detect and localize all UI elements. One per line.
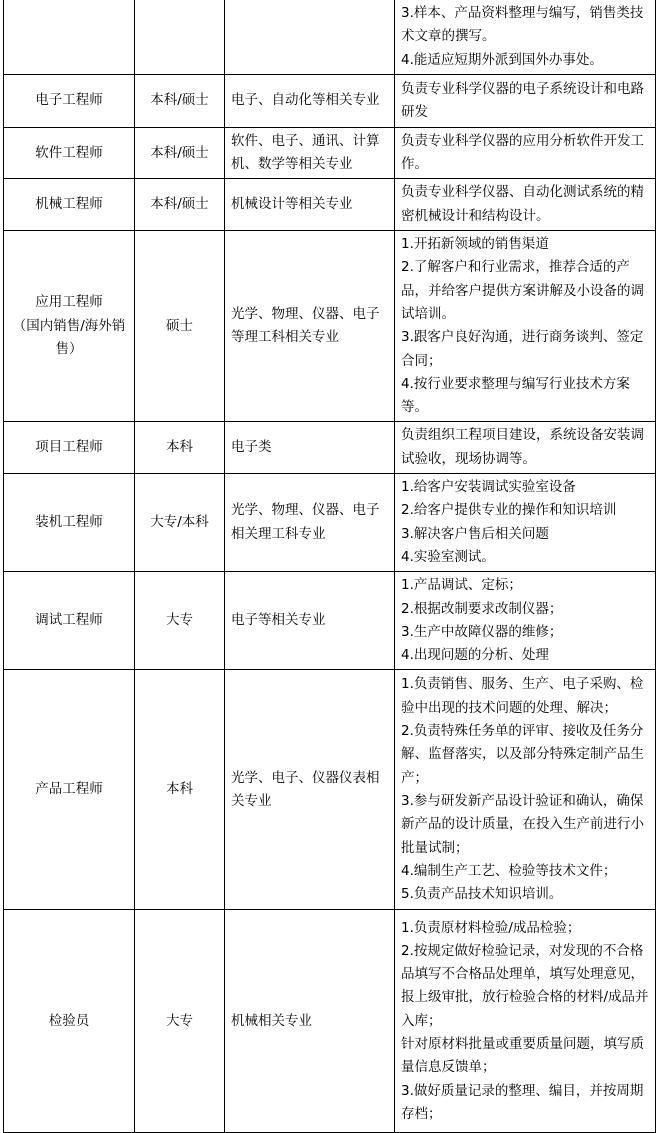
duty-line: 负责组织工程项目建设，系统设备安装调试验收，现场协调等。	[401, 427, 644, 467]
duties-cell	[395, 474, 656, 572]
job-title-cell: 软件工程师	[4, 127, 135, 179]
duty-line: 4.出现问题的分析、处理	[401, 647, 549, 664]
degree-cell: 本科	[135, 422, 225, 474]
table-row	[4, 179, 656, 231]
job-title-cell: 检验员	[4, 910, 135, 1133]
job-title-cell: 装机工程师	[4, 474, 135, 572]
degree-cell: 本科/硕士	[135, 74, 225, 127]
table-row	[4, 0, 656, 74]
degree-cell: 硕士	[135, 231, 225, 422]
major-cell: 光学、电子、仪器仪表相关专业	[225, 670, 395, 910]
duty-line: 4.能适应短期外派到国外办事处。	[401, 51, 603, 68]
duty-line: 4.实验室测试。	[401, 548, 495, 565]
job-title-cell: 调试工程师	[4, 572, 135, 670]
duty-line: 2.了解客户和行业需求，推荐合适的产品，并给客户提供方案讲解及小设备的调试培训。	[401, 259, 644, 322]
duties-cell	[395, 670, 656, 910]
duties-cell	[395, 0, 656, 74]
major-cell: 电子类	[225, 422, 395, 474]
major-cell: 电子等相关专业	[225, 572, 395, 670]
table-row	[4, 474, 656, 572]
table-row	[4, 231, 656, 422]
degree-cell	[135, 0, 225, 74]
duty-line: 2.按规定做好检验记录，对发现的不合格品填写不合格品处理单，填写处理意见，报上级审批，放行检验合格的材料/成品并入库；	[401, 942, 649, 1029]
duty-line: 2.给客户提供专业的操作和知识培训	[401, 502, 617, 519]
duty-line: 1.负责原材料检验/成品检验；	[401, 919, 581, 936]
table-row	[4, 127, 656, 179]
job-title-cell: 机械工程师	[4, 179, 135, 231]
degree-cell: 大专	[135, 572, 225, 670]
job-requirements-table	[3, 0, 656, 1133]
table-row	[4, 422, 656, 474]
major-cell: 软件、电子、通讯、计算机、数学等相关专业	[225, 127, 395, 179]
duty-line: 4.按行业要求整理与编写行业技术方案等。	[401, 375, 630, 416]
degree-cell: 大专/本科	[135, 474, 225, 572]
duty-line: 1.开拓新领域的销售渠道	[401, 236, 549, 253]
duty-line: 4.编制生产工艺、检验等技术文件；	[401, 862, 617, 879]
table-row	[4, 910, 656, 1133]
major-cell: 光学、物理、仪器、电子等理工科相关专业	[225, 231, 395, 422]
job-title-cell: 项目工程师	[4, 422, 135, 474]
duty-line: 1.产品调试、定标；	[401, 577, 522, 594]
job-table-wrapper	[3, 0, 655, 1133]
table-row	[4, 670, 656, 910]
duty-line: 3.样本、产品资料整理与编写，销售类技术文章的撰写。	[401, 5, 644, 45]
duty-line: 3.解决客户售后相关问题	[401, 525, 549, 542]
duties-cell	[395, 572, 656, 670]
major-cell	[225, 0, 395, 74]
degree-cell: 本科	[135, 670, 225, 910]
duty-line: 3.生产中故障仪器的维修；	[401, 623, 563, 640]
duty-line: 1.给客户安装调试实验室设备	[401, 479, 576, 496]
job-table-body	[4, 0, 656, 1133]
duty-line: 2.根据改制要求改制仪器；	[401, 600, 563, 617]
table-row	[4, 74, 656, 127]
degree-cell: 本科/硕士	[135, 127, 225, 179]
duties-cell	[395, 179, 656, 231]
duties-cell	[395, 422, 656, 474]
major-cell: 光学、物理、仪器、电子相关理工科专业	[225, 474, 395, 572]
table-row	[4, 572, 656, 670]
job-title-cell: 应用工程师 （国内销售/海外销售）	[4, 231, 135, 422]
duty-line: 2.负责特殊任务单的评审、接收及任务分解、监督落实，以及部分特殊定制产品生产；	[401, 723, 644, 786]
duty-line: 1.负责销售、服务、生产、电子采购、检验中出现的技术问题的处理、解决；	[401, 676, 644, 716]
job-title-cell	[4, 0, 135, 74]
duty-line: 负责专业科学仪器的应用分析软件开发工作。	[401, 132, 644, 173]
major-cell: 电子、自动化等相关专业	[225, 74, 395, 127]
job-title-cell: 电子工程师	[4, 74, 135, 127]
duties-cell	[395, 74, 656, 127]
degree-cell: 本科/硕士	[135, 179, 225, 231]
duties-cell	[395, 127, 656, 179]
duties-cell	[395, 910, 656, 1133]
degree-cell: 大专	[135, 910, 225, 1133]
duty-line: 负责专业科学仪器、自动化测试系统的精密机械设计和结构设计。	[401, 184, 644, 224]
duty-line: 针对原材料批量或重要质量问题，填写质量信息反馈单；	[401, 1036, 644, 1076]
duty-line: 负责专业科学仪器的电子系统设计和电路研发	[401, 80, 644, 120]
duty-line: 5.负责产品技术知识培训。	[401, 886, 563, 903]
duties-cell	[395, 231, 656, 422]
duty-line: 3.做好质量记录的整理、编目，并按周期存档；	[401, 1082, 644, 1122]
duty-line: 3.参与研发新产品设计验证和确认，确保新产品的设计质量，在投入生产前进行小批量试制；	[401, 792, 644, 856]
duty-line: 3.跟客户良好沟通，进行商务谈判、签定合同；	[401, 329, 644, 369]
major-cell: 机械设计等相关专业	[225, 179, 395, 231]
job-title-cell: 产品工程师	[4, 670, 135, 910]
major-cell: 机械相关专业	[225, 910, 395, 1133]
